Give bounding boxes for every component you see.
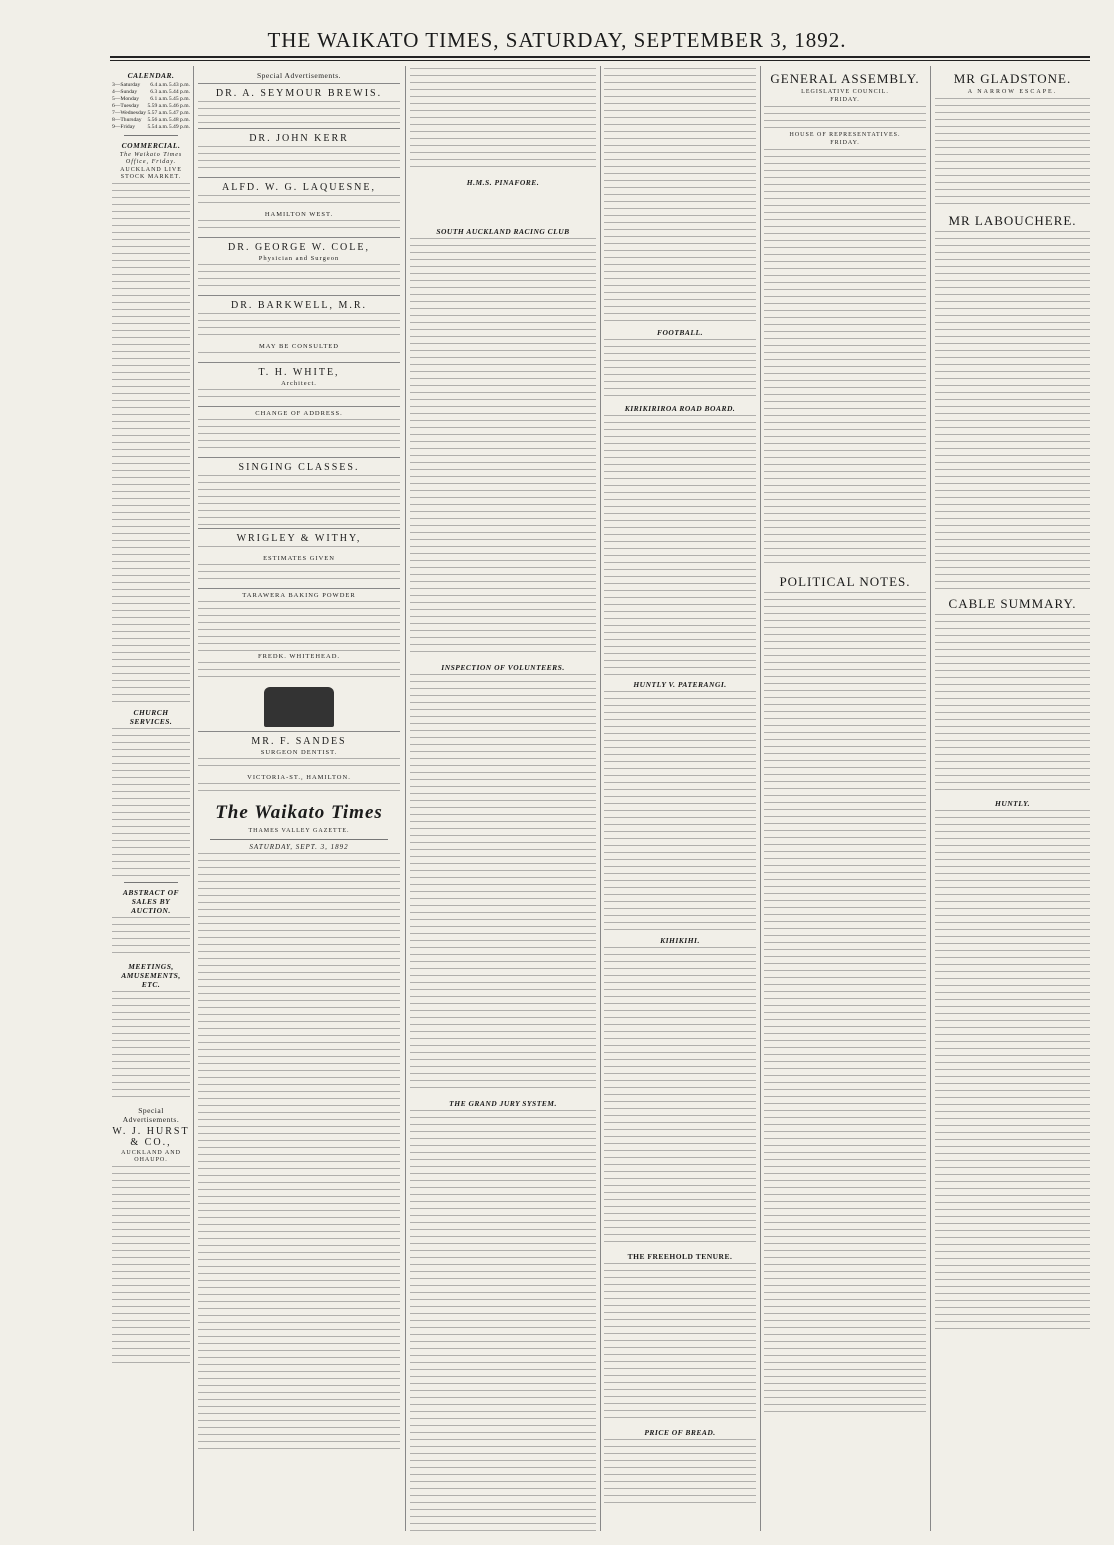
hurst-ad-name: W. J. HURST & CO., (112, 1126, 190, 1148)
calendar-row (112, 103, 190, 110)
huntly-paterangi-body (604, 691, 756, 931)
ad-body (198, 146, 400, 174)
commercial-heading: COMMERCIAL. (121, 141, 181, 150)
calendar-cell: 5.44 p.m. (168, 89, 190, 95)
calendar-cell: 6.4 a.m. (150, 82, 169, 88)
racing-heading: SOUTH AUCKLAND RACING CLUB (436, 227, 570, 236)
calendar-cell: 5—Monday (112, 96, 140, 102)
calendar-table (112, 82, 190, 131)
assembly-heading: GENERAL ASSEMBLY. (770, 71, 920, 86)
political-heading: POLITICAL NOTES. (779, 574, 911, 589)
huntly-heading: HUNTLY. (995, 799, 1030, 808)
kihikihi-body (604, 947, 756, 1247)
ad-body (198, 313, 400, 341)
ad-skeet (198, 406, 400, 454)
ad-body (198, 389, 400, 403)
calendar-cell: 5.49 p.m. (168, 124, 190, 130)
jury-heading: THE GRAND JURY SYSTEM. (449, 1099, 557, 1108)
jury-body (410, 1110, 596, 1536)
ad-subtitle: ESTIMATES GIVEN (263, 555, 335, 562)
masthead-rule (110, 56, 1090, 58)
calendar-cell: 4—Sunday (112, 89, 138, 95)
column-2 (198, 66, 400, 1536)
leader-date: SATURDAY, SEPT. 3, 1892 (249, 843, 349, 851)
house-body (764, 149, 926, 569)
ad-body (198, 475, 400, 525)
column-4 (604, 66, 756, 1536)
paper-title: The Waikato Times (215, 802, 383, 823)
column-1 (112, 66, 190, 1536)
ad-title: DR. JOHN KERR (249, 133, 349, 144)
commercial-subheading: The Waikato Times Office, Friday. (119, 152, 183, 165)
stove-illustration (264, 687, 334, 727)
ad-body (198, 195, 400, 209)
column-rule (760, 66, 761, 1531)
tenure-heading: THE FREEHOLD TENURE. (627, 1252, 733, 1261)
ad-title: SINGING CLASSES. (238, 462, 360, 473)
ad-barkwell (198, 295, 400, 359)
tenure-body (604, 1263, 756, 1423)
ad-title: ALFD. W. G. LAQUESNE, (222, 182, 376, 193)
calendar-row (112, 82, 190, 89)
calendar-row (112, 110, 190, 117)
ad-title: DR. BARKWELL, M.R. (231, 300, 367, 311)
masthead: THE WAIKATO TIMES, SATURDAY, SEPTEMBER 3, 1892. (267, 28, 847, 52)
calendar-cell: 6.3 a.m. (150, 89, 169, 95)
calendar-cell: 6.1 a.m. (150, 96, 169, 102)
ad-cole (198, 237, 400, 292)
ad-white (198, 362, 400, 403)
calendar-cell: 7—Wednesday (112, 110, 147, 116)
ad-body (198, 419, 400, 454)
abstract-body (112, 917, 190, 957)
ad-body (198, 220, 400, 234)
ad-body (198, 101, 400, 125)
calendar-cell: 6—Tuesday (112, 103, 140, 109)
column-rule (405, 66, 406, 1531)
ad-title: T. H. WHITE, (258, 367, 340, 378)
friday-subheading: FRIDAY. (830, 140, 860, 146)
ad-body (198, 564, 400, 585)
ad-tarawera (198, 588, 400, 727)
divider (124, 135, 178, 136)
ad-body (198, 662, 400, 683)
huntly-body (935, 810, 1090, 1330)
calendar-cell: 5.56 a.m. (147, 117, 169, 123)
calendar-cell: 5.57 a.m. (147, 110, 169, 116)
ad-title: MR. F. SANDES (251, 736, 347, 747)
ad-kerr (198, 128, 400, 174)
article-body (410, 68, 596, 173)
masthead-rule-thin (110, 60, 1090, 61)
volunteers-heading: INSPECTION OF VOLUNTEERS. (441, 663, 565, 672)
church-heading: CHURCH SERVICES. (129, 708, 173, 726)
church-body (112, 728, 190, 878)
gladstone-subheading: A NARROW ESCAPE. (967, 89, 1058, 95)
calendar-cell: 3—Saturday (112, 82, 141, 88)
labouchere-body (935, 231, 1090, 591)
hurst-ad-sub: AUCKLAND AND OHAUPO. (121, 1150, 181, 1163)
livestock-heading: AUCKLAND LIVE STOCK MARKET. (120, 167, 182, 180)
kihikihi-heading: KIHIKIHI. (660, 936, 700, 945)
cable-body (935, 614, 1090, 794)
calendar-cell: 5.46 p.m. (168, 103, 190, 109)
football-heading: FOOTBALL. (657, 328, 703, 337)
calendar-cell: 9—Friday (112, 124, 135, 130)
ad-subtitle: MAY BE CONSULTED (259, 343, 339, 350)
house-heading: HOUSE OF REPRESENTATIVES. (789, 132, 901, 138)
huntly-paterangi-heading: HUNTLY V. PATERANGI. (633, 680, 727, 689)
calendar-cell: 8—Thursday (112, 117, 142, 123)
special-ads-heading: Special Advertisements. (257, 71, 341, 80)
calendar-row (112, 96, 190, 103)
ad-subtitle: VICTORIA-ST., HAMILTON. (247, 774, 351, 781)
kirikiriroa-heading: KIRIKIRIROA ROAD BOARD. (624, 404, 736, 413)
hms-heading: H.M.S. PINAFORE. (466, 178, 540, 187)
bread-body (604, 1439, 756, 1509)
calendar-heading: CALENDAR. (127, 71, 175, 80)
commercial-body (112, 183, 190, 703)
gladstone-body (935, 98, 1090, 208)
article-body (604, 68, 756, 323)
hurst-ad-body (112, 1166, 190, 1366)
special-ads-heading: Special Advertisements. (122, 1106, 180, 1124)
gladstone-heading: MR GLADSTONE. (953, 71, 1072, 86)
column-rule (193, 66, 194, 1531)
council-body (764, 106, 926, 130)
ad-subtitle: Architect. (281, 380, 317, 387)
ad-singing (198, 457, 400, 525)
volunteers-body (410, 674, 596, 1094)
calendar-cell: 5.47 p.m. (168, 110, 190, 116)
calendar-row (112, 89, 190, 96)
ad-body (198, 264, 400, 292)
leader-body (198, 853, 400, 1453)
divider (124, 882, 178, 883)
bread-heading: PRICE OF BREAD. (644, 1428, 716, 1437)
calendar-cell: 5.43 p.m. (168, 82, 190, 88)
friday-subheading: FRIDAY. (830, 97, 860, 103)
football-body (604, 339, 756, 399)
ad-body (198, 783, 400, 797)
column-6 (935, 66, 1090, 1536)
ad-title: DR. A. SEYMOUR BREWIS. (215, 88, 383, 99)
column-5 (764, 66, 926, 1536)
ad-brewis (198, 83, 400, 125)
ad-title: DR. GEORGE W. COLE, (228, 242, 370, 253)
racing-body (410, 238, 596, 658)
ad-body (198, 758, 400, 772)
kirikiriroa-body (604, 415, 756, 675)
calendar-cell: 5.54 a.m. (147, 124, 169, 130)
ad-wrigley (198, 528, 400, 585)
ad-body (198, 352, 400, 359)
political-body (764, 592, 926, 1412)
calendar-cell: 5.48 p.m. (168, 117, 190, 123)
ad-body (198, 546, 400, 553)
cable-heading: CABLE SUMMARY. (948, 596, 1077, 611)
meetings-heading: MEETINGS, AMUSEMENTS, ETC. (121, 962, 181, 989)
column-rule (600, 66, 601, 1531)
ad-title: CHANGE OF ADDRESS. (255, 410, 343, 417)
paper-subtitle: THAMES VALLEY GAZETTE. (248, 828, 350, 834)
meetings-body (112, 991, 190, 1101)
ad-laquesne (198, 177, 400, 234)
calendar-row (112, 124, 190, 131)
calendar-row (112, 117, 190, 124)
calendar-cell: 5.59 a.m. (147, 103, 169, 109)
calendar-cell: 5.45 p.m. (168, 96, 190, 102)
abstract-heading: ABSTRACT OF SALES BY AUCTION. (122, 888, 180, 915)
ad-subtitle: FREDK. WHITEHEAD. (257, 653, 341, 660)
ad-sandes (198, 731, 400, 797)
labouchere-heading: MR LABOUCHERE. (948, 213, 1077, 228)
ad-subtitle: HAMILTON WEST. (264, 211, 334, 218)
ad-title: TARAWERA BAKING POWDER (242, 592, 356, 599)
ad-title: WRIGLEY & WITHY, (236, 533, 362, 544)
council-heading: LEGISLATIVE COUNCIL. (801, 89, 889, 95)
ad-subtitle: Physician and Surgeon (258, 255, 340, 262)
ad-subtitle: SURGEON DENTIST. (260, 749, 338, 756)
column-rule (930, 66, 931, 1531)
ad-body (198, 601, 400, 651)
divider (210, 839, 388, 840)
column-3 (410, 66, 596, 1536)
